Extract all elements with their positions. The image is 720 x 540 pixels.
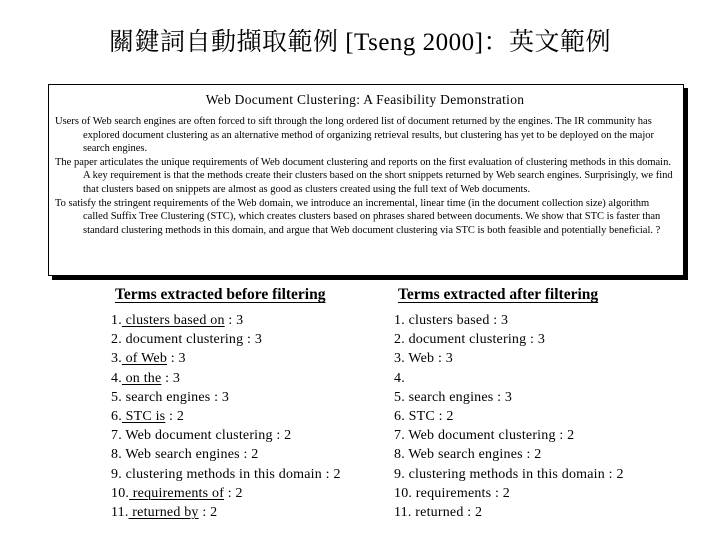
term-item [111,484,376,503]
term-item [111,330,376,349]
term-number: 1. [394,313,405,328]
term-text: requirements of [129,485,225,501]
term-number: 5. [394,389,405,405]
term-count: : 2 [434,409,454,425]
terms-after-list [394,311,664,522]
term-number: 5. [111,389,122,405]
term-text: clustering methods in this domain [404,466,605,482]
term-count: : 3 [161,370,181,386]
term-item [394,311,664,330]
term-item [394,426,664,445]
term-count: : 3 [243,332,263,348]
term-number: 9. [394,466,405,482]
term-count: : 3 [489,313,509,328]
term-text: Web document clustering [121,428,273,444]
document-title: Web Document Clustering: A Feasibility Demonstration [205,92,525,107]
term-number: 7. [111,428,122,444]
term-item [394,484,664,503]
term-count: : 2 [272,428,292,444]
term-number: 2. [394,332,405,348]
term-number: 8. [111,447,122,463]
term-text: clusters based [404,313,490,328]
term-text: returned [411,505,464,521]
term-number: 6. [111,409,122,425]
term-text: document clustering [121,332,244,348]
term-text: STC [404,409,435,425]
term-item [111,311,376,330]
term-item [111,407,376,426]
term-text: document clustering [404,332,527,348]
term-text: Web [404,351,435,367]
abstract-paragraph: The paper articulates the unique requirements of Web document clustering and reports on the first evaluation of clustering methods in this domain. A key requirement is that the methods create their clusters based on the short snippets returned by Web search engines. Surprisingly, we find that clusters based on snippets are almost as good as clusters created using the full text of Web documents. [55,156,673,195]
term-number: 1. [111,313,122,328]
term-count: : 3 [526,332,546,348]
term-count: : 3 [434,351,453,367]
term-item [111,388,376,407]
term-item [111,369,376,388]
term-item [111,349,376,368]
terms-after-heading: Terms extracted after filtering [398,286,599,303]
term-item [394,388,664,407]
term-number: 3. [394,351,405,367]
term-number: 2. [111,332,122,348]
term-count: : 2 [239,447,259,463]
term-number: 3. [111,351,122,367]
term-item [394,407,664,426]
terms-before-heading: Terms extracted before filtering [115,286,326,303]
term-count: : 2 [321,466,341,482]
slide-title: 關鍵詞自動擷取範例 [Tseng 2000]：英文範例 [108,29,611,56]
term-text: on the [121,370,162,386]
term-item [394,465,664,484]
term-text: STC is [121,409,166,425]
term-number: 11. [111,505,129,521]
term-text: of Web [121,351,168,367]
term-count: : 2 [604,466,624,482]
terms-before-column [111,286,376,522]
abstract-paragraph: To satisfy the stringent requirements of the Web domain, we introduce an incremental, linear time (in the document collection size) algorithm called Suffix Tree Clustering (STC), which creates clusters based on phrases shared between documents. We show that STC is faster than standard clustering methods in this domain, and argue that Web document clustering via STC is both feasible and potentially beneficial. ? [55,197,661,236]
term-item [394,445,664,464]
document-abstract-box [48,84,684,276]
term-item [394,330,664,349]
term-text: clusters based on [121,313,225,328]
term-item [111,426,376,445]
term-count: : 2 [491,485,510,501]
term-number: 4. [394,370,405,386]
term-text: Web search engines [404,447,523,463]
term-text: clustering methods in this domain [121,466,322,482]
term-count: : 3 [493,389,513,405]
term-number: 10. [111,485,130,501]
term-number: 8. [394,447,405,463]
term-item [111,445,376,464]
term-text: search engines [404,389,494,405]
term-number: 11. [394,505,412,521]
term-text: Web document clustering [404,428,556,444]
term-item [111,465,376,484]
term-number: 10. [394,485,413,501]
term-number: 4. [111,370,122,386]
term-count: : 2 [198,505,218,521]
term-text: returned by [128,505,199,521]
terms-before-list [111,311,376,522]
term-number: 7. [394,428,405,444]
term-item [111,503,376,522]
term-count: : 3 [224,313,244,328]
terms-after-column [394,286,664,522]
term-count: : 2 [224,485,243,501]
term-count: : 3 [167,351,186,367]
term-item [394,503,664,522]
term-text: requirements [412,485,492,501]
term-number: 9. [111,466,122,482]
term-text: search engines [121,389,211,405]
abstract-paragraph: Users of Web search engines are often forced to sift through the long ordered list of document returned by the engines. The IR community has explored document clustering as an alternative method of organizing retrieval results, but clustering has yet to be deployed on the major search engines. [55,116,655,155]
term-item [394,369,664,388]
term-count: : 2 [555,428,575,444]
term-count: : 2 [463,505,483,521]
term-item [394,349,664,368]
term-count: : 3 [210,389,230,405]
term-text: Web search engines [121,447,240,463]
term-count: : 2 [165,409,185,425]
term-count: : 2 [522,447,542,463]
term-number: 6. [394,409,405,425]
